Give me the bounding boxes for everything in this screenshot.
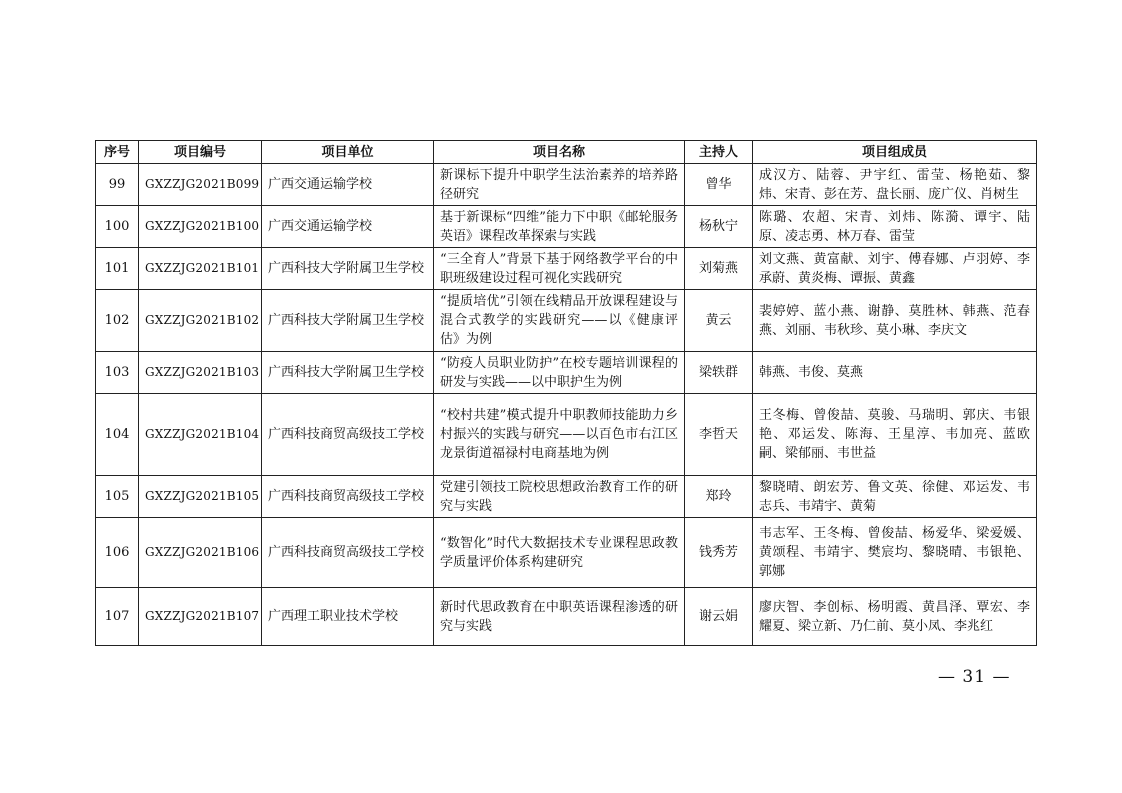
cell-host: 刘菊燕 (685, 248, 753, 290)
table-header-row (96, 141, 1037, 164)
table-row (96, 164, 1037, 206)
cell-project-name: “三全育人”背景下基于网络教学平台的中职班级建设过程可视化实践研究 (434, 248, 685, 290)
cell-members: 成汉方、陆蓉、尹宇红、雷莹、杨艳茹、黎炜、宋青、彭在芳、盘长丽、庞广仪、肖树生 (753, 164, 1037, 206)
cell-members: 韩燕、韦俊、莫燕 (753, 352, 1037, 394)
cell-host: 郑玲 (685, 476, 753, 518)
cell-host: 黄云 (685, 290, 753, 352)
header-index: 序号 (96, 141, 139, 164)
table-row (96, 352, 1037, 394)
cell-index: 101 (96, 248, 139, 290)
header-project-unit: 项目单位 (262, 141, 434, 164)
cell-host: 谢云娟 (685, 588, 753, 646)
page-number: — 31 — (938, 667, 1011, 687)
cell-index: 105 (96, 476, 139, 518)
cell-project-name: “数智化”时代大数据技术专业课程思政教学质量评价体系构建研究 (434, 518, 685, 588)
cell-project-code: GXZZJG2021B106 (139, 518, 262, 588)
header-members: 项目组成员 (753, 141, 1037, 164)
cell-project-name: 新时代思政教育在中职英语课程渗透的研究与实践 (434, 588, 685, 646)
cell-host: 梁轶群 (685, 352, 753, 394)
table-row (96, 518, 1037, 588)
table-row (96, 476, 1037, 518)
project-table (95, 140, 1037, 646)
table-body (96, 164, 1037, 646)
table-row (96, 394, 1037, 476)
cell-project-name: 新课标下提升中职学生法治素养的培养路径研究 (434, 164, 685, 206)
table-row (96, 206, 1037, 248)
cell-project-unit: 广西理工职业技术学校 (262, 588, 434, 646)
cell-project-unit: 广西科技大学附属卫生学校 (262, 290, 434, 352)
cell-project-unit: 广西交通运输学校 (262, 206, 434, 248)
cell-project-code: GXZZJG2021B103 (139, 352, 262, 394)
cell-members: 韦志军、王冬梅、曾俊喆、杨爱华、梁爱媛、黄颂程、韦靖宇、樊宸均、黎晓晴、韦银艳、郭娜 (753, 518, 1037, 588)
cell-index: 106 (96, 518, 139, 588)
cell-project-name: “校村共建”模式提升中职教师技能助力乡村振兴的实践与研究——以百色市右江区龙景街道福禄村电商基地为例 (434, 394, 685, 476)
cell-index: 99 (96, 164, 139, 206)
cell-project-code: GXZZJG2021B099 (139, 164, 262, 206)
cell-host: 杨秋宁 (685, 206, 753, 248)
cell-index: 100 (96, 206, 139, 248)
cell-members: 黎晓晴、朗宏芳、鲁文英、徐健、邓运发、韦志兵、韦靖宇、黄菊 (753, 476, 1037, 518)
cell-index: 104 (96, 394, 139, 476)
header-host: 主持人 (685, 141, 753, 164)
table-row (96, 248, 1037, 290)
cell-project-unit: 广西科技商贸高级技工学校 (262, 394, 434, 476)
cell-members: 王冬梅、曾俊喆、莫骏、马瑞明、郭庆、韦银艳、邓运发、陈海、王星淳、韦加亮、蓝欧嗣、梁郁丽、韦世益 (753, 394, 1037, 476)
cell-project-unit: 广西科技商贸高级技工学校 (262, 518, 434, 588)
cell-project-unit: 广西科技大学附属卫生学校 (262, 352, 434, 394)
cell-project-code: GXZZJG2021B101 (139, 248, 262, 290)
header-project-code: 项目编号 (139, 141, 262, 164)
header-project-name: 项目名称 (434, 141, 685, 164)
table-row (96, 290, 1037, 352)
cell-project-code: GXZZJG2021B100 (139, 206, 262, 248)
cell-project-code: GXZZJG2021B104 (139, 394, 262, 476)
cell-project-unit: 广西科技商贸高级技工学校 (262, 476, 434, 518)
cell-project-unit: 广西交通运输学校 (262, 164, 434, 206)
table-row (96, 588, 1037, 646)
cell-host: 钱秀芳 (685, 518, 753, 588)
cell-project-code: GXZZJG2021B102 (139, 290, 262, 352)
cell-members: 裴婷婷、蓝小燕、谢静、莫胜林、韩燕、范春燕、刘丽、韦秋珍、莫小琳、李庆文 (753, 290, 1037, 352)
cell-index: 103 (96, 352, 139, 394)
cell-project-name: “防疫人员职业防护”在校专题培训课程的研发与实践——以中职护生为例 (434, 352, 685, 394)
cell-index: 102 (96, 290, 139, 352)
cell-host: 李哲天 (685, 394, 753, 476)
cell-project-name: 基于新课标“四维”能力下中职《邮轮服务英语》课程改革探索与实践 (434, 206, 685, 248)
cell-project-name: 党建引领技工院校思想政治教育工作的研究与实践 (434, 476, 685, 518)
cell-project-code: GXZZJG2021B107 (139, 588, 262, 646)
cell-members: 陈璐、农超、宋青、刘炜、陈漪、谭宇、陆原、凌志勇、林万春、雷莹 (753, 206, 1037, 248)
cell-members: 廖庆智、李创标、杨明霞、黄昌泽、覃宏、李耀夏、梁立新、乃仁前、莫小凤、李兆红 (753, 588, 1037, 646)
cell-project-code: GXZZJG2021B105 (139, 476, 262, 518)
cell-host: 曾华 (685, 164, 753, 206)
cell-project-unit: 广西科技大学附属卫生学校 (262, 248, 434, 290)
cell-members: 刘文燕、黄富献、刘宇、傅春娜、卢羽婷、李承蔚、黄炎梅、谭振、黄鑫 (753, 248, 1037, 290)
cell-index: 107 (96, 588, 139, 646)
cell-project-name: “提质培优”引领在线精品开放课程建设与混合式教学的实践研究——以《健康评估》为例 (434, 290, 685, 352)
